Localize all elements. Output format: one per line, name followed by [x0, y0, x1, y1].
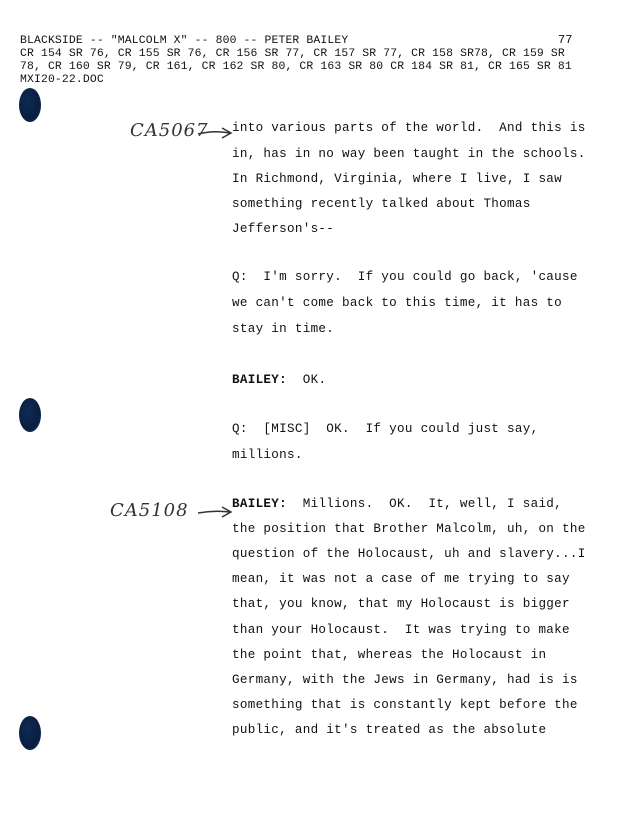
margin-note-timecode-2: CA5108	[110, 500, 189, 521]
speech-text: Millions. OK. It, well, I said,	[287, 497, 563, 511]
transcript-line	[232, 497, 562, 511]
transcript-line: Q: [MISC] OK. If you could just say,	[232, 422, 539, 436]
transcript-line	[232, 373, 326, 387]
transcript-line: the position that Brother Malcolm, uh, on the	[232, 522, 586, 536]
speaker-label: BAILEY:	[232, 373, 288, 387]
transcript-line: mean, it was not a case of me trying to say	[232, 572, 570, 586]
transcript-line: public, and it's treated as the absolute	[232, 723, 547, 737]
transcript-line: we can't come back to this time, it has to	[232, 296, 563, 310]
transcript-line: In Richmond, Virginia, where I live, I saw	[232, 172, 563, 186]
transcript-line: the point that, whereas the Holocaust in	[232, 648, 547, 662]
transcript-line: Jefferson's--	[232, 222, 335, 236]
speech-text: OK.	[287, 373, 327, 387]
margin-arrow-1	[196, 124, 236, 144]
header-filename: MXI20-22.DOC	[20, 74, 104, 86]
transcript-line: something that is constantly kept before the	[232, 698, 578, 712]
transcript-line: than your Holocaust. It was trying to make	[232, 623, 570, 637]
transcript-line: millions.	[232, 448, 303, 462]
binder-hole-top	[19, 88, 41, 122]
header-reel-line-2: 78, CR 160 SR 79, CR 161, CR 162 SR 80, CR 163 SR 80 CR 184 SR 81, CR 165 SR 81	[20, 61, 572, 73]
page-number: 77	[558, 33, 573, 47]
binder-hole-bottom	[19, 716, 41, 750]
margin-arrow-2	[196, 503, 236, 523]
header-title-line: BLACKSIDE -- "MALCOLM X" -- 800 -- PETER BAILEY	[20, 35, 349, 47]
transcript-line: in, has in no way been taught in the schools.	[232, 147, 586, 161]
margin-note-timecode-1: CA5067	[130, 120, 209, 141]
transcript-line: something recently talked about Thomas	[232, 197, 531, 211]
transcript-line: that, you know, that my Holocaust is bigger	[232, 597, 570, 611]
speaker-label: BAILEY:	[232, 497, 288, 511]
transcript-line: Q: I'm sorry. If you could go back, 'cause	[232, 270, 578, 284]
transcript-line: Germany, with the Jews in Germany, had is is	[232, 673, 578, 687]
transcript-line: question of the Holocaust, uh and slavery...I	[232, 547, 586, 561]
transcript-line: into various parts of the world. And this is	[232, 121, 586, 135]
header-reel-line-1: CR 154 SR 76, CR 155 SR 76, CR 156 SR 77, CR 157 SR 77, CR 158 SR78, CR 159 SR	[20, 48, 565, 60]
transcript-line: stay in time.	[232, 322, 335, 336]
binder-hole-middle	[19, 398, 41, 432]
